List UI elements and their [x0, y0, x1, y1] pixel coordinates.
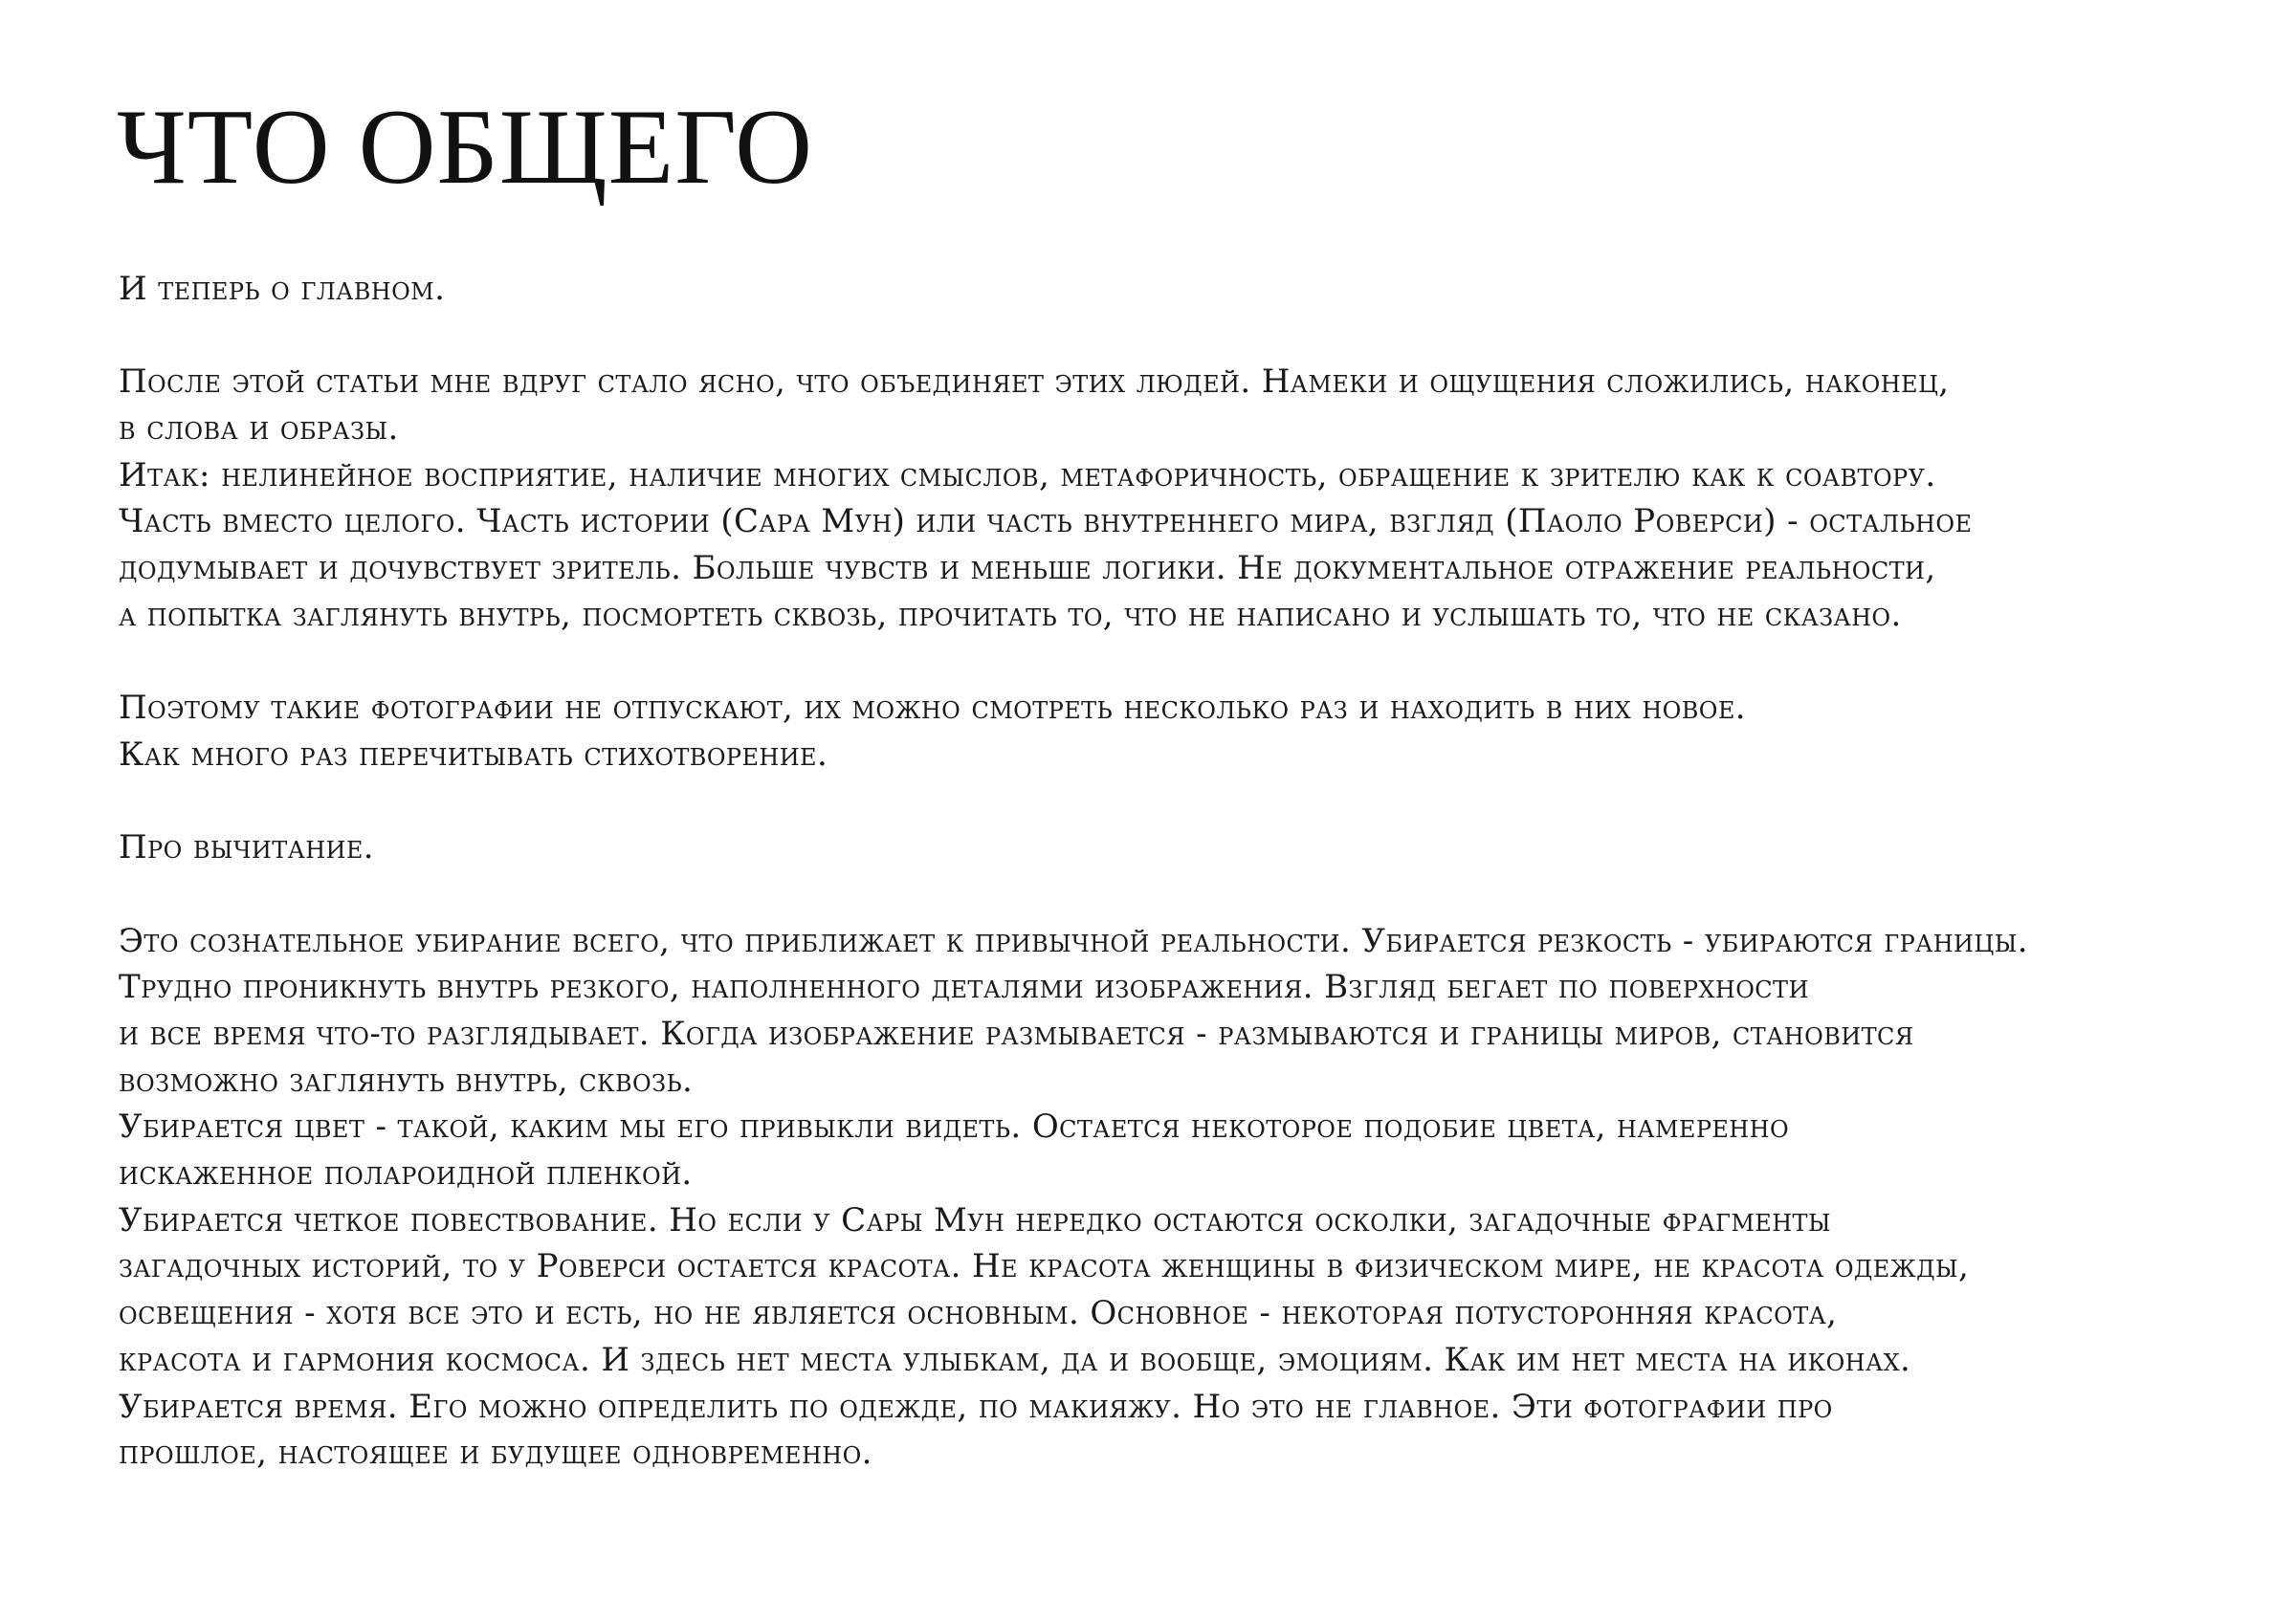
- text-line: искаженное полароидной пленкой.: [119, 1154, 693, 1194]
- text-line: Убирается время. Его можно определить по одежде, по макияжу. Но это не главное. Эти фотографии про: [119, 1387, 1833, 1426]
- paragraph-gap: [119, 313, 2262, 360]
- paragraph-gap: [119, 871, 2262, 918]
- section-heading: Про вычитание.: [119, 828, 374, 867]
- text-line: освещения - хотя все это и есть, но не является основным. Основное - некоторая потусторонняя красота,: [119, 1294, 1838, 1333]
- article-body: [119, 266, 2262, 1477]
- text-line: возможно заглянуть внутрь, сквозь.: [119, 1061, 694, 1100]
- text-line: красота и гармония космоса. И здесь нет места улыбкам, да и вообще, эмоциям. Как им нет места на иконах.: [119, 1340, 1911, 1379]
- text-line: в слова и образы.: [119, 409, 399, 449]
- text-line: Убирается четкое повествование. Но если у Сары Мун нередко остаются осколки, загадочные фрагменты: [119, 1200, 1831, 1239]
- text-line: Это сознательное убирание всего, что приближает к привычной реальности. Убирается резкость - убираются границы.: [119, 921, 2028, 960]
- text-line: Убирается цвет - такой, каким мы его привыкли видеть. Остается некоторое подобие цвета, намеренно: [119, 1108, 1790, 1147]
- text-line: додумывает и дочувствует зритель. Больше чувств и меньше логики. Не документальное отражение реальности,: [119, 549, 1936, 588]
- text-line: Трудно проникнуть внутрь резкого, наполненного деталями изображения. Взгляд бегает по поверхности: [119, 968, 1809, 1007]
- paragraph-gap: [119, 779, 2262, 825]
- text-line: Часть вместо целого. Часть истории (Сара Мун) или часть внутреннего мира, взгляд (Паоло Роверси) - остальное: [119, 502, 1973, 541]
- text-line: И теперь о главном.: [119, 270, 446, 308]
- text-line: Как много раз перечитывать стихотворение.: [119, 735, 828, 774]
- text-line: и все время что-то разглядывает. Когда изображение размывается - размываются и границы миров, становится: [119, 1015, 1914, 1053]
- text-line: а попытка заглянуть внутрь, посмортеть сквозь, прочитать то, что не написано и услышать то, что не сказано.: [119, 595, 1902, 634]
- page-title: ЧТО ОБЩЕГО: [117, 88, 814, 207]
- text-line: Итак: нелинейное восприятие, наличие многих смыслов, метафоричность, обращение к зрителю как к соавтору.: [119, 455, 1936, 494]
- text-line: Поэтому такие фотографии не отпускают, их можно смотреть несколько раз и находить в них новое.: [119, 689, 1746, 728]
- text-line: загадочных историй, то у Роверси остается красота. Не красота женщины в физическом мире, не красота одежды,: [119, 1247, 1970, 1286]
- paragraph-gap: [119, 639, 2262, 686]
- text-line: После этой статьи мне вдруг стало ясно, что объединяет этих людей. Намеки и ощущения сложились, наконец,: [119, 362, 1950, 402]
- text-line: прошлое, настоящее и будущее одновременно.: [119, 1434, 872, 1473]
